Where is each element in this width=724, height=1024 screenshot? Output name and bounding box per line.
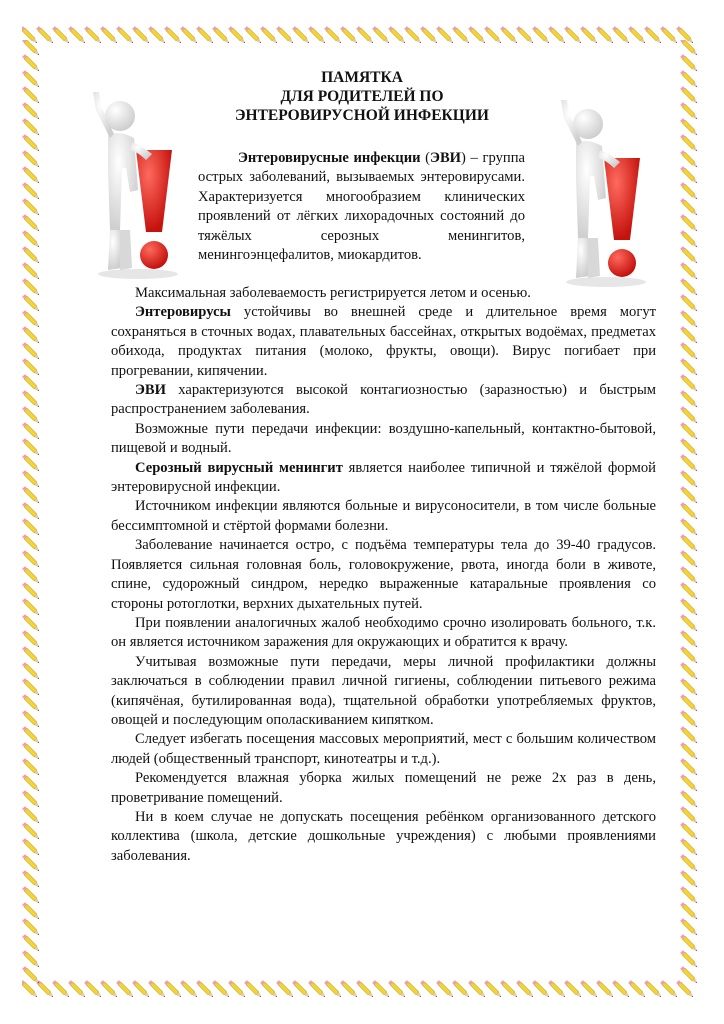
paragraph-5	[87, 459, 656, 498]
pencil-icon	[680, 294, 698, 312]
paragraph-6: Источником инфекции являются больные и вирусоносители, в том числе больные бессимптомной и стёртой формами болезни.	[111, 498, 656, 534]
pencil-icon	[22, 198, 40, 216]
pencil-icon	[388, 26, 406, 44]
pencil-icon	[680, 118, 698, 136]
pencil-icon	[680, 518, 698, 536]
pencil-icon	[260, 980, 278, 998]
pencil-icon	[228, 26, 246, 44]
pencil-icon	[680, 678, 698, 696]
pencil-icon	[680, 102, 698, 120]
pencil-icon	[484, 26, 502, 44]
pencil-icon	[22, 726, 40, 744]
pencil-icon	[22, 406, 40, 424]
paragraph-3	[87, 381, 656, 420]
pencil-icon	[680, 470, 698, 488]
pencil-icon	[22, 70, 40, 88]
pencil-icon	[212, 26, 230, 44]
pencil-icon	[680, 774, 698, 792]
intro-paragraph	[198, 149, 525, 265]
pencil-icon	[680, 566, 698, 584]
pencil-icon	[680, 310, 698, 328]
pencil-icon	[22, 262, 40, 280]
pencil-icon	[132, 980, 150, 998]
pencil-icon	[680, 694, 698, 712]
pencil-icon	[22, 294, 40, 312]
pencil-icon	[22, 230, 40, 248]
pencil-icon	[676, 980, 694, 998]
pencil-icon	[36, 26, 54, 44]
pencil-icon	[164, 26, 182, 44]
pencil-icon	[580, 980, 598, 998]
pencil-icon	[532, 980, 550, 998]
pencil-icon	[84, 26, 102, 44]
pencil-icon	[680, 390, 698, 408]
pencil-icon	[22, 980, 38, 998]
pencil-icon	[680, 166, 698, 184]
pencil-icon	[22, 118, 40, 136]
pencil-icon	[548, 980, 566, 998]
pencil-icon	[680, 438, 698, 456]
pencil-icon	[676, 26, 694, 44]
pencil-icon	[680, 614, 698, 632]
pencil-icon	[404, 26, 422, 44]
pencil-icon	[548, 26, 566, 44]
pencil-icon	[228, 980, 246, 998]
pencil-icon	[680, 262, 698, 280]
paragraph-11: Рекомендуется влажная уборка жилых помещений не реже 2х раз в день, проветривание помещений.	[111, 770, 656, 806]
paragraph-2-text: устойчивы во внешней среде и длительное время могут сохраняться в сточных водах, плавательных бассейнах, открытых водоёмах, предметах обихода, продуктах питания (молоко, фрукты, овощи). Вирус погибает при прогревании, кипячении.	[111, 304, 656, 379]
pencil-icon	[22, 438, 40, 456]
pencil-icon	[292, 980, 310, 998]
pencil-icon	[308, 26, 326, 44]
pencil-icon	[22, 214, 40, 232]
paragraph-3-bold: ЭВИ	[135, 382, 166, 399]
pencil-icon	[680, 934, 698, 952]
pencil-icon	[680, 582, 698, 600]
pencil-icon	[388, 980, 406, 998]
pencil-icon	[644, 26, 662, 44]
pencil-icon	[22, 422, 40, 440]
paragraph-7: Заболевание начинается остро, с подъёма температуры тела до 39-40 градусов. Появляется сильная головная боль, головокружение, рвота, иногда боли в животе, спине, судорожный синдром, нередко выраженные катаральные проявления со стороны ротоглотки, верхних дыхательных путей.	[111, 537, 656, 612]
pencil-icon	[680, 422, 698, 440]
pencil-icon	[596, 26, 614, 44]
pencil-icon	[452, 26, 470, 44]
pencil-icon	[212, 980, 230, 998]
pencil-icon	[628, 26, 646, 44]
pencil-icon	[680, 886, 698, 904]
paragraph-12: Ни в коем случае не допускать посещения ребёнком организованного детского коллектива (школа, детские дошкольные учреждения) с любыми проявлениями заболевания.	[111, 808, 656, 864]
pencil-border-top	[22, 26, 702, 46]
pencil-icon	[22, 550, 40, 568]
pencil-icon	[680, 662, 698, 680]
pencil-icon	[680, 902, 698, 920]
title-line-2: ДЛЯ РОДИТЕЛЕЙ ПО	[280, 88, 444, 105]
pencil-icon	[36, 980, 54, 998]
pencil-icon	[276, 26, 294, 44]
pencil-icon	[22, 902, 40, 920]
pencil-icon	[180, 26, 198, 44]
pencil-icon	[680, 966, 698, 984]
pencil-icon	[22, 598, 40, 616]
pencil-icon	[680, 278, 698, 296]
pencil-icon	[84, 980, 102, 998]
pencil-icon	[680, 182, 698, 200]
pencil-icon	[680, 150, 698, 168]
pencil-icon	[196, 980, 214, 998]
pencil-icon	[68, 980, 86, 998]
pencil-icon	[680, 630, 698, 648]
pencil-icon	[500, 26, 518, 44]
paragraph-3-text: характеризуются высокой контагиозностью (заразностью) и быстрым распространением заболевания.	[111, 382, 656, 418]
pencil-icon	[680, 726, 698, 744]
pencil-icon	[420, 26, 438, 44]
pencil-icon	[628, 980, 646, 998]
pencil-icon	[22, 918, 40, 936]
pencil-icon	[22, 790, 40, 808]
pencil-icon	[404, 980, 422, 998]
pencil-icon	[22, 102, 40, 120]
paragraph-1: Максимальная заболеваемость регистрируется летом и осенью.	[135, 285, 531, 301]
pencil-icon	[660, 980, 678, 998]
pencil-icon	[22, 774, 40, 792]
pencil-icon	[22, 838, 40, 856]
pencil-icon	[680, 454, 698, 472]
pencil-icon	[22, 486, 40, 504]
pencil-icon	[680, 550, 698, 568]
pencil-icon	[196, 26, 214, 44]
pencil-icon	[340, 26, 358, 44]
paragraph-10: Следует избегать посещения массовых мероприятий, мест с большим количеством людей (общественный транспорт, кинотеатры и т.д.).	[111, 731, 656, 767]
pencil-icon	[680, 822, 698, 840]
pencil-icon	[532, 26, 550, 44]
pencil-icon	[260, 26, 278, 44]
pencil-border-right	[680, 40, 700, 990]
pencil-icon	[22, 278, 40, 296]
pencil-icon	[680, 406, 698, 424]
pencil-icon	[564, 980, 582, 998]
pencil-icon	[22, 534, 40, 552]
pencil-icon	[100, 980, 118, 998]
pencil-icon	[22, 950, 40, 968]
paragraph-2	[87, 303, 656, 381]
pencil-icon	[468, 26, 486, 44]
paragraph-9: Учитывая возможные пути передачи, меры личной профилактики должны заключаться в соблюдении правил личной гигиены, соблюдении питьевого режима (кипячёная, бутилированная вода), тщательной обработки употребляемых фруктов, овощей и последующим ополаскиванием кипятком.	[111, 653, 656, 728]
pencil-icon	[22, 40, 40, 56]
pencil-icon	[22, 758, 40, 776]
pencil-icon	[340, 980, 358, 998]
pencil-icon	[22, 630, 40, 648]
pencil-icon	[680, 246, 698, 264]
pencil-icon	[292, 26, 310, 44]
pencil-icon	[22, 374, 40, 392]
pencil-icon	[680, 806, 698, 824]
pencil-icon	[680, 86, 698, 104]
intro-bold-term: Энтеровирусные инфекции	[238, 150, 421, 166]
pencil-icon	[22, 966, 40, 984]
pencil-icon	[452, 980, 470, 998]
pencil-icon	[680, 918, 698, 936]
pencil-icon	[356, 980, 374, 998]
paragraph-2-bold: Энтеровирусы	[135, 304, 231, 321]
pencil-icon	[52, 980, 70, 998]
pencil-icon	[680, 70, 698, 88]
pencil-icon	[436, 26, 454, 44]
title-line-1: ПАМЯТКА	[321, 69, 403, 86]
intro-paren-open: (	[420, 150, 431, 166]
pencil-icon	[22, 54, 40, 72]
pencil-icon	[324, 980, 342, 998]
pencil-icon	[356, 26, 374, 44]
pencil-icon	[116, 980, 134, 998]
pencil-icon	[22, 662, 40, 680]
pencil-icon	[468, 980, 486, 998]
pencil-icon	[22, 342, 40, 360]
pencil-icon	[680, 486, 698, 504]
pencil-icon	[680, 742, 698, 760]
pencil-icon	[22, 310, 40, 328]
pencil-icon	[22, 182, 40, 200]
pencil-icon	[680, 502, 698, 520]
pencil-icon	[22, 694, 40, 712]
pencil-icon	[680, 230, 698, 248]
pencil-icon	[22, 26, 38, 44]
pencil-icon	[164, 980, 182, 998]
pencil-icon	[22, 678, 40, 696]
pencil-icon	[680, 54, 698, 72]
pencil-icon	[22, 614, 40, 632]
pencil-icon	[680, 838, 698, 856]
pencil-icon	[22, 166, 40, 184]
pencil-icon	[680, 326, 698, 344]
pencil-border-bottom	[22, 980, 702, 1000]
pencil-border-left	[22, 40, 42, 990]
pencil-icon	[68, 26, 86, 44]
pencil-icon	[22, 854, 40, 872]
pencil-icon	[372, 26, 390, 44]
pencil-icon	[22, 246, 40, 264]
pencil-icon	[680, 598, 698, 616]
pencil-icon	[100, 26, 118, 44]
pencil-icon	[22, 742, 40, 760]
pencil-icon	[564, 26, 582, 44]
pencil-icon	[22, 454, 40, 472]
pencil-icon	[680, 710, 698, 728]
pencil-icon	[22, 134, 40, 152]
pencil-icon	[596, 980, 614, 998]
pencil-icon	[612, 26, 630, 44]
pencil-icon	[324, 26, 342, 44]
paragraph-5-bold: Серозный вирусный менингит	[135, 459, 343, 476]
pencil-icon	[680, 790, 698, 808]
pencil-icon	[436, 980, 454, 998]
pencil-icon	[612, 980, 630, 998]
pencil-icon	[680, 854, 698, 872]
pencil-icon	[516, 980, 534, 998]
pencil-icon	[680, 198, 698, 216]
title-line-3: ЭНТЕРОВИРУСНОЙ ИНФЕКЦИИ	[235, 107, 489, 124]
pencil-icon	[680, 534, 698, 552]
pencil-icon	[180, 980, 198, 998]
pencil-icon	[660, 26, 678, 44]
pencil-icon	[22, 886, 40, 904]
paragraph-4: Возможные пути передачи инфекции: воздушно-капельный, контактно-бытовой, пищевой и водный.	[111, 420, 656, 457]
pencil-icon	[132, 26, 150, 44]
pencil-icon	[680, 870, 698, 888]
pencil-icon	[680, 134, 698, 152]
pencil-icon	[680, 342, 698, 360]
pencil-icon	[680, 646, 698, 664]
pencil-icon	[22, 470, 40, 488]
pencil-icon	[500, 980, 518, 998]
pencil-icon	[148, 26, 166, 44]
pencil-icon	[680, 214, 698, 232]
page-title	[200, 68, 524, 125]
intro-rest: ) – группа острых заболеваний, вызываемых энтеровирусами. Характеризуется многообразием клинических проявлений от лёгких лихорадочных состояний до тяжёлых серозных менингитов, менингоэнцефалитов, миокардитов.	[198, 150, 525, 264]
pencil-icon	[52, 26, 70, 44]
pencil-icon	[116, 26, 134, 44]
pencil-icon	[22, 86, 40, 104]
paragraph-8: При появлении аналогичных жалоб необходимо срочно изолировать больного, т.к. он является источником заражения для окружающих и обратится к врачу.	[111, 614, 656, 651]
pencil-icon	[22, 326, 40, 344]
pencil-icon	[420, 980, 438, 998]
pencil-icon	[680, 374, 698, 392]
pencil-icon	[22, 934, 40, 952]
person-exclamation-icon-left	[80, 80, 190, 280]
pencil-icon	[244, 26, 262, 44]
pencil-icon	[22, 502, 40, 520]
pencil-icon	[22, 518, 40, 536]
pencil-icon	[372, 980, 390, 998]
pencil-icon	[644, 980, 662, 998]
pencil-icon	[276, 980, 294, 998]
intro-bold-abbr: ЭВИ	[430, 150, 462, 166]
pencil-icon	[580, 26, 598, 44]
paragraph-5-text: является наиболее типичной и тяжёлой формой энтеровирусной инфекции.	[111, 459, 656, 496]
pencil-icon	[680, 950, 698, 968]
pencil-icon	[244, 980, 262, 998]
pencil-icon	[680, 40, 698, 56]
pencil-icon	[484, 980, 502, 998]
pencil-icon	[22, 566, 40, 584]
body-text	[111, 284, 656, 866]
pencil-icon	[22, 710, 40, 728]
pencil-icon	[22, 822, 40, 840]
pencil-icon	[22, 870, 40, 888]
pencil-icon	[308, 980, 326, 998]
pencil-icon	[680, 358, 698, 376]
pencil-icon	[148, 980, 166, 998]
pencil-icon	[22, 646, 40, 664]
pencil-icon	[22, 150, 40, 168]
pencil-icon	[516, 26, 534, 44]
person-exclamation-icon-right	[548, 88, 658, 288]
pencil-icon	[22, 358, 40, 376]
pencil-icon	[680, 758, 698, 776]
pencil-icon	[22, 806, 40, 824]
pencil-icon	[22, 390, 40, 408]
pencil-icon	[22, 582, 40, 600]
